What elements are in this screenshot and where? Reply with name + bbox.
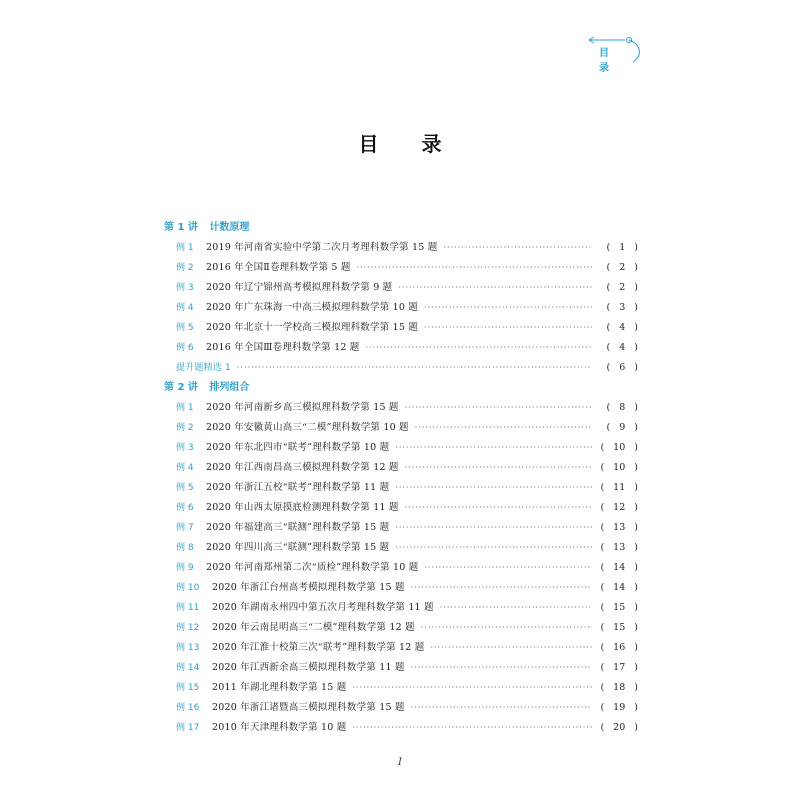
page-ref: ( 16 ) — [600, 642, 638, 653]
entry-text: 2020 年湖南永州四中第五次月考理科数学第 11 题 — [212, 602, 434, 613]
entry-text: 2020 年江淮十校第三次“联考”理科数学第 12 题 — [212, 642, 425, 653]
example-label: 例 12 — [176, 623, 200, 633]
page-ref: ( 14 ) — [600, 582, 638, 593]
dot-leader — [424, 298, 592, 318]
page-ref: ( 1 ) — [606, 242, 638, 253]
page-ref: ( 20 ) — [600, 722, 638, 733]
page-ref: ( 9 ) — [606, 422, 638, 433]
toc-entry[interactable] — [164, 518, 638, 538]
entry-text: 2020 年江西新余高三模拟理科数学第 11 题 — [212, 662, 405, 673]
dot-leader — [405, 398, 592, 418]
extra-section-text: 提升题精选 1 — [176, 363, 231, 373]
dot-leader — [411, 658, 592, 678]
toc-entry[interactable] — [164, 598, 638, 618]
entry-text: 2020 年浙江台州高考模拟理科数学第 15 题 — [212, 582, 405, 593]
chapter-heading[interactable] — [164, 218, 638, 238]
dot-leader — [424, 558, 592, 578]
entry-text: 2010 年天津理科数学第 10 题 — [212, 722, 347, 733]
example-label: 例 4 — [176, 303, 194, 313]
page-ref: ( 2 ) — [606, 262, 638, 273]
page-ref: ( 3 ) — [606, 302, 638, 313]
example-label: 例 8 — [176, 543, 194, 553]
toc-entry[interactable] — [164, 418, 638, 438]
example-label: 例 7 — [176, 523, 194, 533]
example-label: 例 1 — [176, 403, 194, 413]
dot-leader — [440, 598, 592, 618]
entry-text: 2020 年浙江诸暨高三模拟理科数学第 15 题 — [212, 702, 405, 713]
toc-entry[interactable] — [164, 558, 638, 578]
toc-entry[interactable] — [164, 318, 638, 338]
page-ref: ( 13 ) — [600, 522, 638, 533]
toc-entry[interactable] — [164, 338, 638, 358]
toc-entry[interactable] — [164, 718, 638, 738]
toc-entry[interactable] — [164, 618, 638, 638]
entry-text: 2020 年四川高三“联测”理科数学第 15 题 — [206, 542, 390, 553]
example-label: 例 10 — [176, 583, 200, 593]
example-label: 例 17 — [176, 723, 200, 733]
dot-leader — [405, 498, 592, 518]
chapter-number: 第 1 讲 — [164, 222, 198, 233]
dot-leader — [411, 578, 592, 598]
example-label: 例 3 — [176, 283, 194, 293]
example-label: 例 6 — [176, 343, 194, 353]
toc-entry[interactable] — [164, 398, 638, 418]
entry-text: 2020 年云南昆明高三“二模”理科数学第 12 题 — [212, 622, 415, 633]
example-label: 例 3 — [176, 443, 194, 453]
entry-text: 2020 年河南郑州第二次“质检”理科数学第 10 题 — [206, 562, 419, 573]
toc-entry[interactable] — [164, 698, 638, 718]
dot-leader — [415, 418, 592, 438]
chapter-title: 计数原理 — [209, 222, 250, 233]
toc-entry[interactable] — [164, 478, 638, 498]
page-ref: ( 4 ) — [606, 342, 638, 353]
page-ref: ( 11 ) — [600, 482, 638, 493]
entry-text: 2020 年安徽黄山高三“二模”理科数学第 10 题 — [206, 422, 409, 433]
toc-entry[interactable] — [164, 578, 638, 598]
page-ref: ( 10 ) — [600, 462, 638, 473]
page-ref: ( 15 ) — [600, 622, 638, 633]
entry-text: 2020 年北京十一学校高三模拟理科数学第 15 题 — [206, 322, 419, 333]
example-label: 例 6 — [176, 503, 194, 513]
entry-text: 2020 年东北四市“联考”理科数学第 10 题 — [206, 442, 390, 453]
example-label: 例 16 — [176, 703, 200, 713]
toc-entry[interactable] — [164, 498, 638, 518]
page-ref: ( 15 ) — [600, 602, 638, 613]
example-label: 例 13 — [176, 643, 200, 653]
example-label: 例 11 — [176, 603, 200, 613]
table-of-contents — [164, 218, 638, 738]
toc-entry[interactable] — [164, 458, 638, 478]
page-ref: ( 4 ) — [606, 322, 638, 333]
page-ref: ( 8 ) — [606, 402, 638, 413]
chapter-heading[interactable] — [164, 378, 638, 398]
dot-leader — [405, 458, 592, 478]
dot-leader — [443, 238, 592, 258]
chapter-number: 第 2 讲 — [164, 382, 198, 393]
dot-leader — [366, 338, 593, 358]
example-label: 例 14 — [176, 663, 200, 673]
example-label: 例 15 — [176, 683, 200, 693]
entry-text: 2020 年山西太原摸底检测理科数学第 11 题 — [206, 502, 399, 513]
page-ref: ( 18 ) — [600, 682, 638, 693]
page-number: Ⅰ — [398, 757, 402, 768]
toc-entry[interactable] — [164, 638, 638, 658]
entry-text: 2016 年全国Ⅲ卷理科数学第 12 题 — [206, 342, 360, 353]
example-label: 例 2 — [176, 263, 194, 273]
toc-entry[interactable] — [164, 678, 638, 698]
entry-text: 2020 年河南新乡高三模拟理科数学第 15 题 — [206, 402, 399, 413]
page-ref: ( 17 ) — [600, 662, 638, 673]
example-label: 例 9 — [176, 563, 194, 573]
chapter-title: 排列组合 — [209, 382, 250, 393]
toc-entry[interactable] — [164, 238, 638, 258]
page-ref: ( 19 ) — [600, 702, 638, 713]
entry-text: 2020 年广东珠海一中高三模拟理科数学第 10 题 — [206, 302, 419, 313]
entry-text: 2016 年全国Ⅱ卷理科数学第 5 题 — [206, 262, 351, 273]
page-ref: ( 13 ) — [600, 542, 638, 553]
toc-entry-extra[interactable] — [164, 358, 638, 378]
dot-leader — [352, 718, 592, 738]
page-ref: ( 14 ) — [600, 562, 638, 573]
dot-leader — [357, 258, 592, 278]
dot-leader — [398, 278, 592, 298]
toc-entry[interactable] — [164, 438, 638, 458]
example-label: 例 5 — [176, 323, 194, 333]
toc-entry[interactable] — [164, 258, 638, 278]
dot-leader — [237, 358, 592, 378]
toc-entry[interactable] — [164, 298, 638, 318]
entry-text: 2020 年江西南昌高三模拟理科数学第 12 题 — [206, 462, 399, 473]
entry-text: 2019 年河南省实验中学第二次月考理科数学第 15 题 — [206, 242, 438, 253]
toc-entry[interactable] — [164, 658, 638, 678]
toc-entry[interactable] — [164, 278, 638, 298]
entry-text: 2020 年辽宁锦州高考模拟理科数学第 9 题 — [206, 282, 393, 293]
dot-leader — [424, 318, 592, 338]
dot-leader — [395, 438, 592, 458]
header-section-label: 目 录 — [599, 48, 617, 74]
example-label: 例 1 — [176, 243, 194, 253]
example-label: 例 5 — [176, 483, 194, 493]
header-corner-mark — [585, 30, 645, 74]
dot-leader — [395, 518, 592, 538]
example-label: 例 4 — [176, 463, 194, 473]
page-ref: ( 6 ) — [606, 362, 638, 373]
entry-text: 2020 年福建高三“联测”理科数学第 15 题 — [206, 522, 390, 533]
page-ref: ( 2 ) — [606, 282, 638, 293]
dot-leader — [421, 618, 592, 638]
dot-leader — [395, 478, 592, 498]
page-ref: ( 12 ) — [600, 502, 638, 513]
example-label: 例 2 — [176, 423, 194, 433]
page-title: 目 录 — [358, 132, 460, 156]
dot-leader — [430, 638, 592, 658]
dot-leader — [411, 698, 592, 718]
entry-text: 2020 年浙江五校“联考”理科数学第 11 题 — [206, 482, 390, 493]
entry-text: 2011 年湖北理科数学第 15 题 — [212, 682, 347, 693]
page-ref: ( 10 ) — [600, 442, 638, 453]
dot-leader — [395, 538, 592, 558]
dot-leader — [352, 678, 592, 698]
toc-entry[interactable] — [164, 538, 638, 558]
